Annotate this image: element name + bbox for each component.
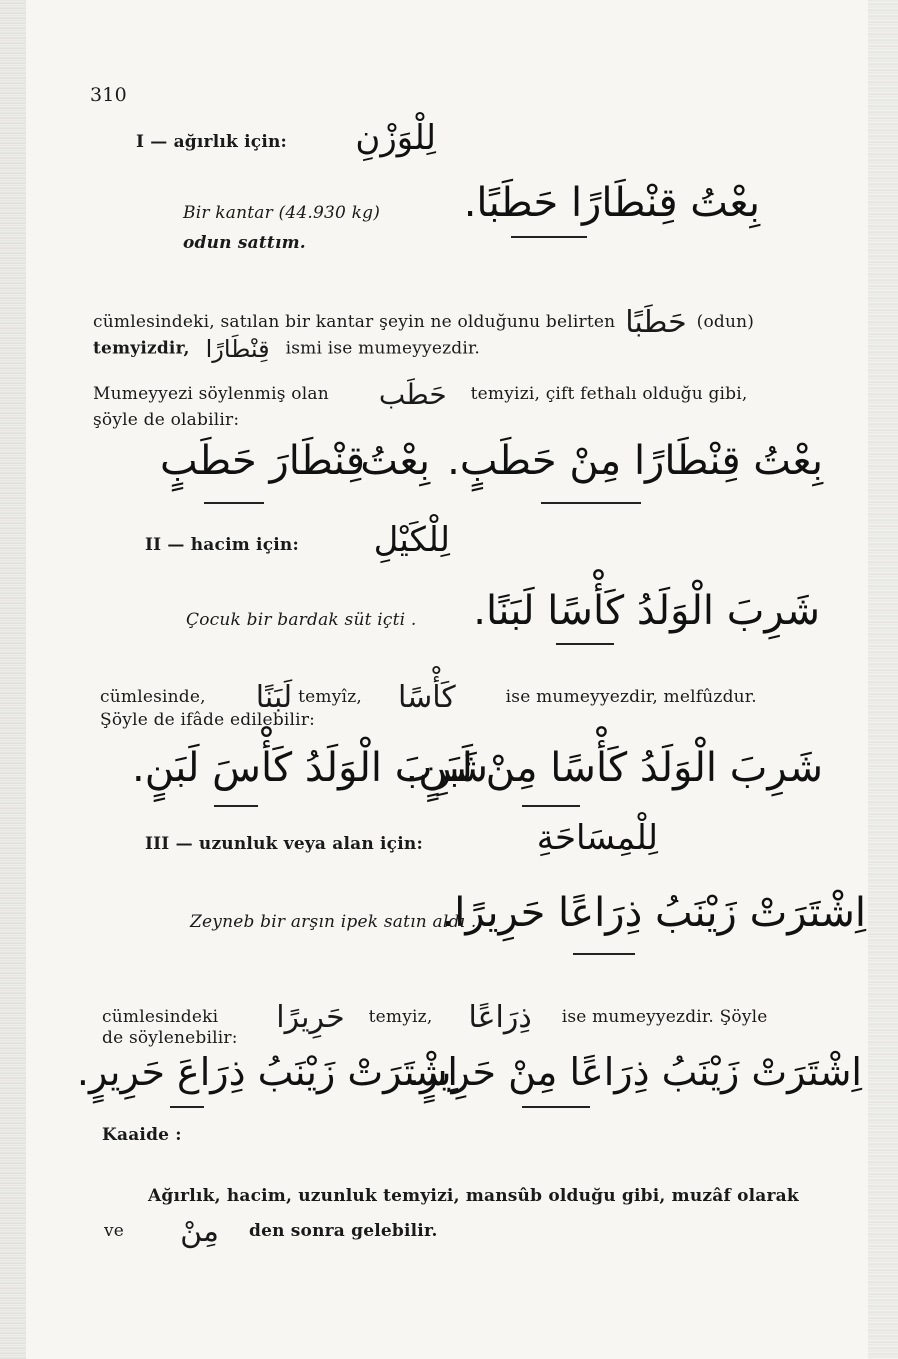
para-1-arabic-a: حَطَبًا xyxy=(625,305,687,340)
para-4-text-b: temyiz, xyxy=(368,1007,433,1027)
example-4-underline-left xyxy=(214,805,258,807)
example-6-arabic-left: اِشْتَرَتْ زَيْنَبُ ذِرَاعَ حَرِيرٍ. xyxy=(76,1050,458,1094)
para-3-line-2: Şöyle de ifâde edilebilir: xyxy=(100,710,316,730)
example-6-arabic-right: اِشْتَرَتْ زَيْنَبُ ذِرَاعًا مِنْ حَرِيرٍ. xyxy=(407,1050,862,1094)
example-2-underline-left xyxy=(204,502,264,504)
example-6-underline-right xyxy=(522,1106,590,1108)
para-1-line-2 xyxy=(93,335,480,363)
example-5-translation: Zeyneb bir arşın ipek satın aldı . xyxy=(190,912,477,932)
scan-edge-right xyxy=(868,0,898,1359)
para-4-line-2: de söylenebilir: xyxy=(102,1028,238,1048)
para-2-text-b: temyizi, çift fethalı olduğu gibi, xyxy=(470,384,748,404)
para-1-text-a: cümlesindeki, satılan bir kantar şeyin ne olduğunu belirten xyxy=(93,312,616,332)
example-1-translation-line2: odun sattım. xyxy=(183,233,306,253)
example-4-arabic-right: شَرِبَ الْوَلَدُ كَأْسًا مِنْ لَبَنٍ. xyxy=(405,745,823,791)
example-1-arabic: بِعْتُ قِنْطَارًا حَطَبًا. xyxy=(463,180,760,226)
example-5-underline xyxy=(573,953,635,955)
example-1-underline xyxy=(511,236,587,238)
example-6-underline-left xyxy=(170,1106,204,1108)
para-2-text-a: Mumeyyezi söylenmiş olan xyxy=(93,384,329,404)
example-2-underline-right xyxy=(541,502,641,504)
para-1-text-c: temyizdir, xyxy=(93,338,190,359)
rule-text-a: ve xyxy=(104,1221,125,1241)
example-3-underline xyxy=(556,643,614,645)
para-4-arabic-a: حَرِيرًا xyxy=(276,1000,345,1035)
section-2-arabic-heading: لِلْكَيْلِ xyxy=(373,520,450,560)
rule-heading: Kaaide : xyxy=(102,1125,182,1145)
para-4-text-a: cümlesindeki xyxy=(102,1007,219,1027)
para-2-arabic-a: حَطَب xyxy=(378,378,447,411)
para-4-text-c: ise mumeyyezdir. Şöyle xyxy=(561,1007,768,1027)
para-4-arabic-b: ذِرَاعًا xyxy=(468,1000,532,1035)
scan-edge-left xyxy=(0,0,26,1359)
example-1-translation-line1: Bir kantar (44.930 kg) xyxy=(183,203,381,223)
rule-line-1: Ağırlık, hacim, uzunluk temyizi, mansûb olduğu gibi, muzâf olarak xyxy=(148,1186,799,1206)
example-3-arabic: شَرِبَ الْوَلَدُ كَأْسًا لَبَنًا. xyxy=(473,588,820,634)
section-3-arabic-heading: لِلْمِسَاحَةِ xyxy=(536,818,658,858)
para-1-text-d: ismi ise mumeyyezdir. xyxy=(285,338,481,359)
para-1-arabic-b: قِنْطَارًا xyxy=(205,335,270,363)
example-5-arabic: اِشْتَرَتْ زَيْنَبُ ذِرَاعًا حَرِيرًا. xyxy=(441,890,866,936)
para-1-text-b: (odun) xyxy=(696,312,755,332)
rule-line-2 xyxy=(104,1214,438,1249)
para-3-arabic-a: لَبَنًا xyxy=(255,680,293,715)
example-4-underline-right xyxy=(522,805,580,807)
example-2-arabic-right: بِعْتُ قِنْطَارًا مِنْ حَطَبٍ. xyxy=(447,438,823,484)
section-2-label: II — hacim için: xyxy=(145,535,299,555)
section-1-label: I — ağırlık için: xyxy=(136,132,288,152)
section-1-arabic-heading: لِلْوَزْنِ xyxy=(355,118,436,158)
para-3-text-a: cümlesinde, xyxy=(100,687,206,707)
para-3-arabic-b: كَأْسًا xyxy=(397,680,456,715)
rule-text-b: den sonra gelebilir. xyxy=(248,1221,438,1241)
page-number: 310 xyxy=(90,84,127,106)
section-3-label: III — uzunluk veya alan için: xyxy=(145,834,423,854)
example-4-arabic-left: شَرِبَ الْوَلَدُ كَأْسَ لَبَنٍ. xyxy=(131,745,488,791)
para-2-line-2: şöyle de olabilir: xyxy=(93,410,240,430)
example-3-translation: Çocuk bir bardak süt içti . xyxy=(186,610,417,630)
example-2-arabic-left-2: قِنْطَارَ حَطَبٍ xyxy=(159,438,365,484)
example-2-arabic-left-1: بِعْتُ xyxy=(360,438,430,484)
para-2-line-1 xyxy=(93,378,748,411)
para-3-text-b: temyîz, xyxy=(298,687,362,707)
para-3-text-c: ise mumeyyezdir, melfûzdur. xyxy=(505,687,757,707)
rule-arabic: مِنْ xyxy=(180,1214,219,1249)
